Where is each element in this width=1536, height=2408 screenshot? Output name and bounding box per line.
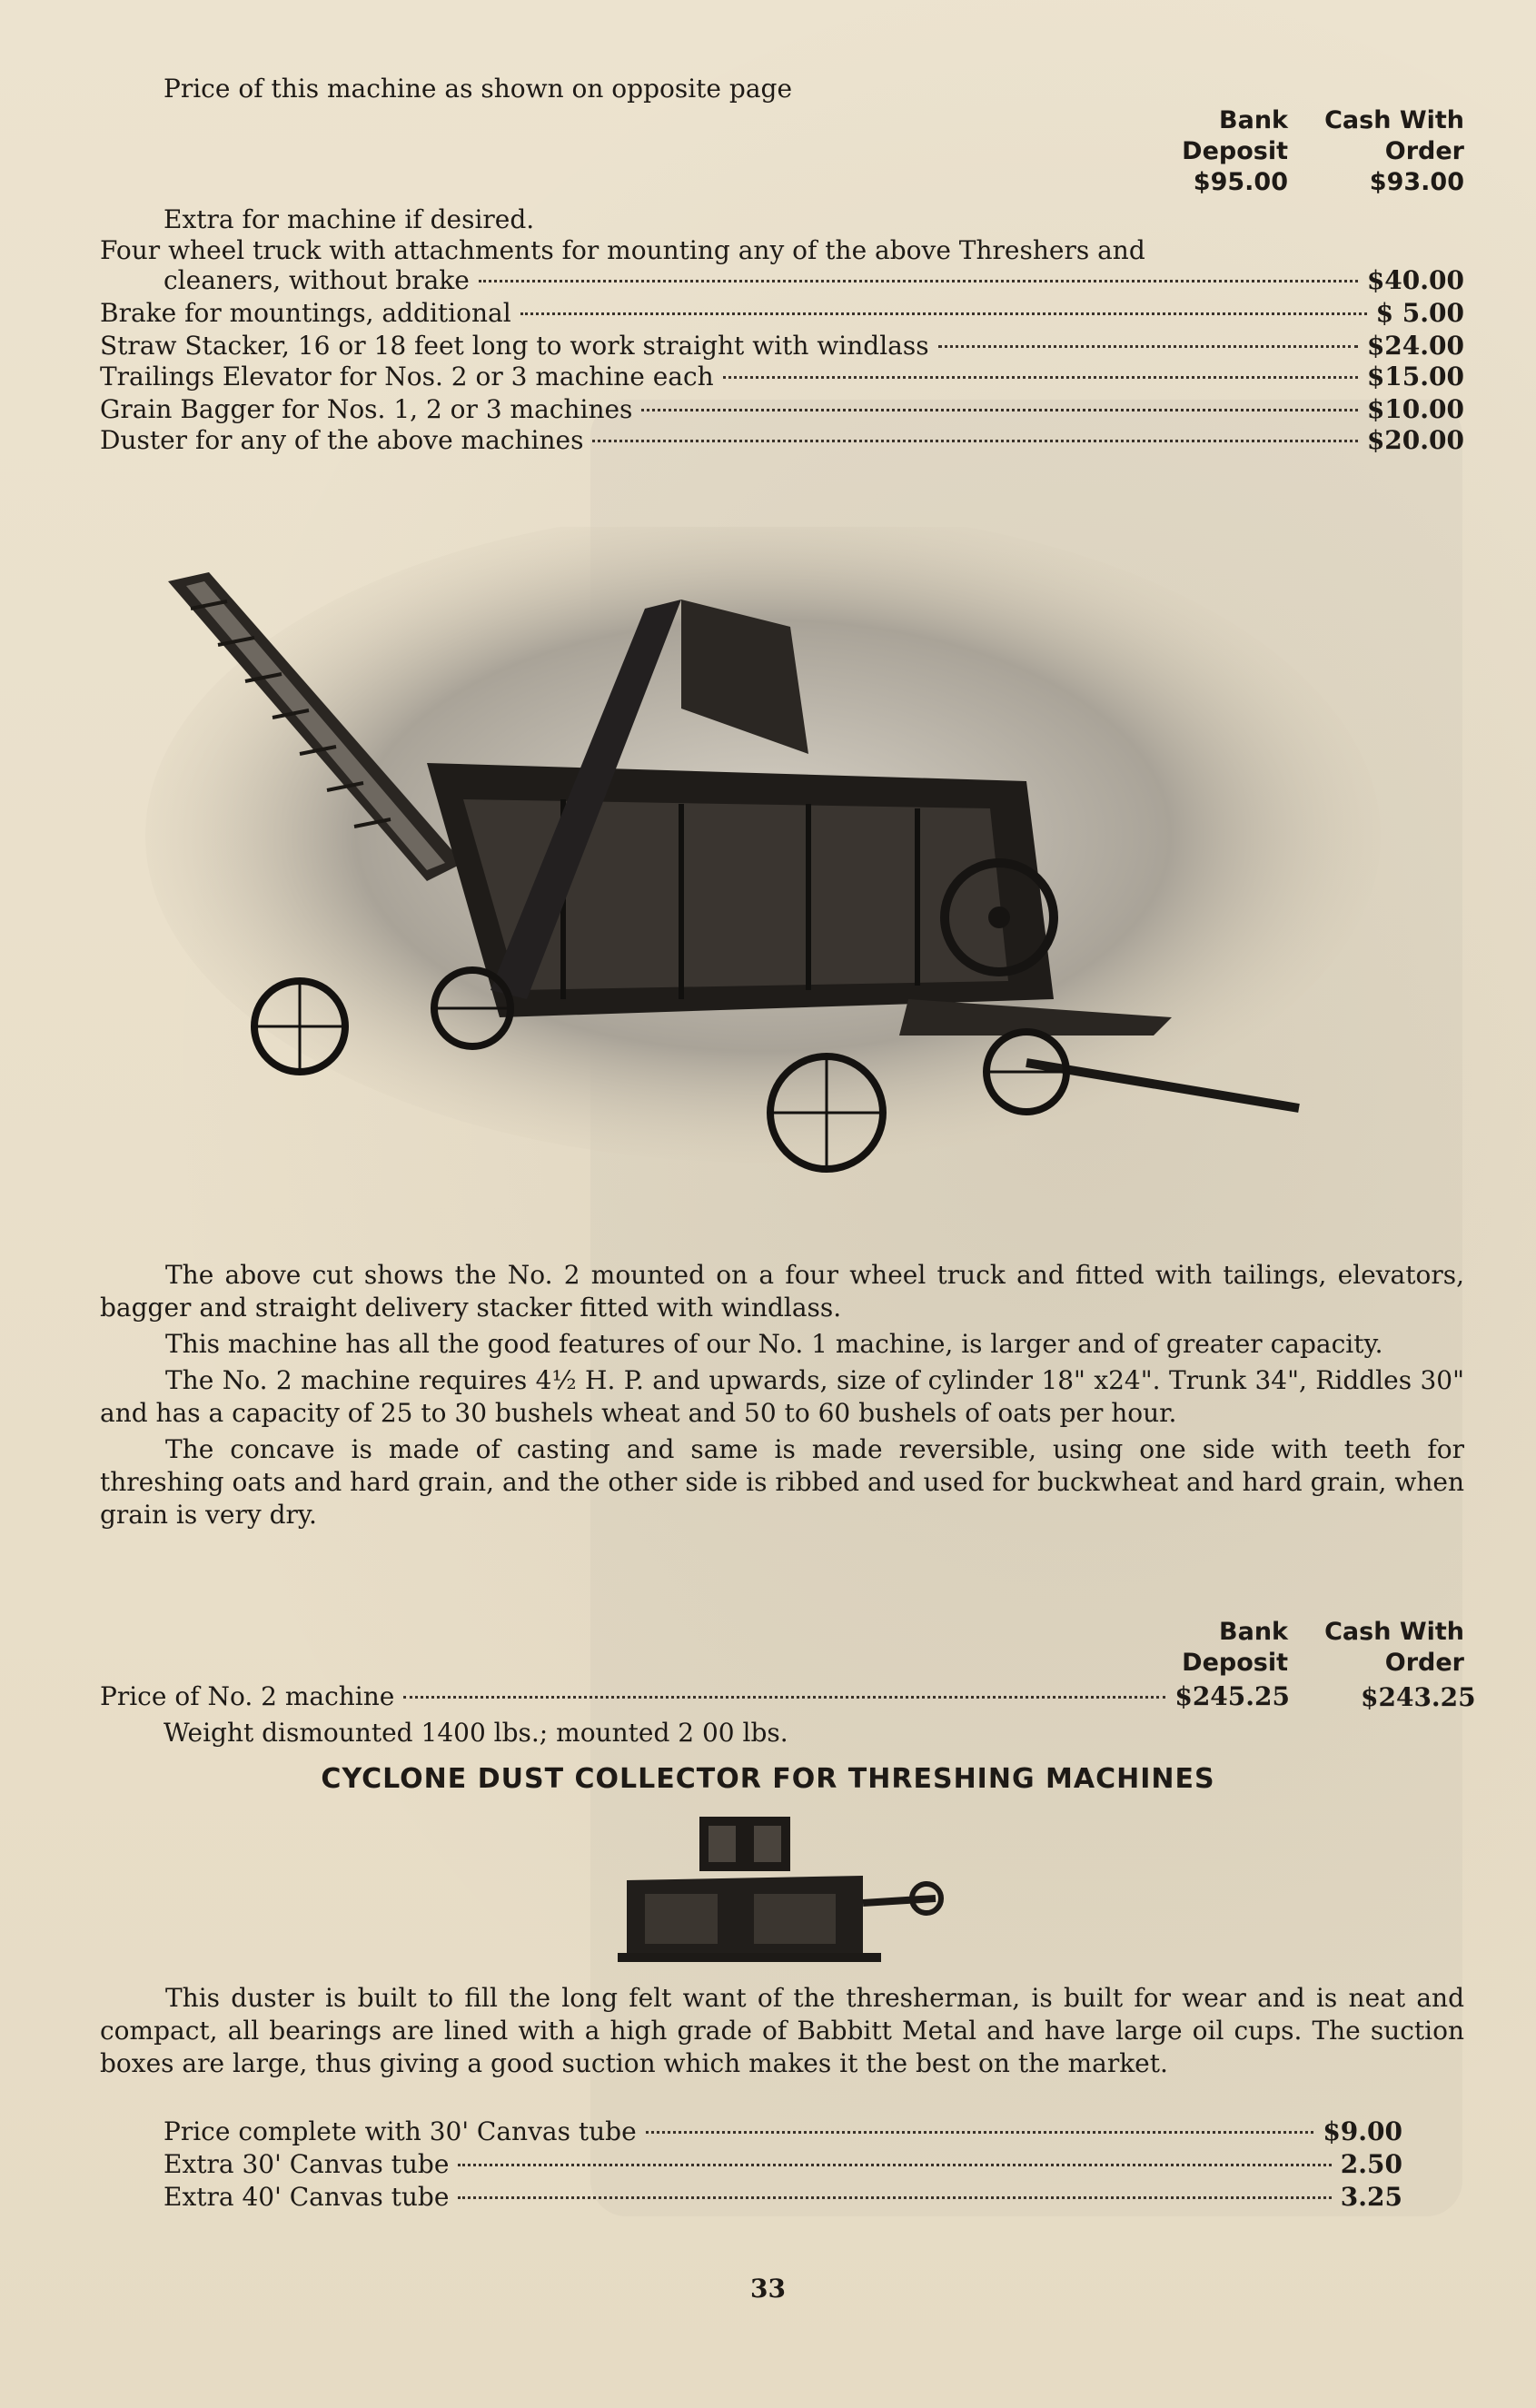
no2-header-deposit-label: Deposit	[1182, 1649, 1288, 1677]
leader-dots	[520, 312, 1367, 315]
leader-dots	[646, 2131, 1314, 2134]
extra-value: $10.00	[1366, 394, 1464, 424]
leader-dots	[458, 2196, 1331, 2199]
extra-value: $40.00	[1366, 265, 1464, 295]
leader-dots	[938, 345, 1358, 348]
no2-weight: Weight dismounted 1400 lbs.; mounted 2 00 lbs.	[164, 1718, 788, 1748]
extra-label: Straw Stacker, 16 or 18 feet long to work straight with windlass	[100, 331, 929, 361]
extra-label: Grain Bagger for Nos. 1, 2 or 3 machines	[100, 394, 633, 424]
extra-label: Trailings Elevator for Nos. 2 or 3 machine each	[100, 362, 714, 391]
header-cash	[1299, 105, 1464, 198]
extra-row	[100, 331, 1464, 363]
dust-price-row	[164, 2149, 1402, 2182]
no2-header-cash	[1299, 1617, 1464, 1679]
dust-price-value: 3.25	[1340, 2182, 1402, 2212]
no2-header-order-label: Order	[1384, 1649, 1464, 1677]
dust-description	[100, 1982, 1464, 2084]
extra-label: cleaners, without brake	[164, 265, 470, 295]
leader-dots	[641, 409, 1357, 411]
description-paragraph: This machine has all the good features of our No. 1 machine, is larger and of greater capacity.	[165, 1329, 1383, 1359]
dust-price-value: 2.50	[1340, 2149, 1402, 2179]
description-paragraph: The above cut shows the No. 2 mounted on a four wheel truck and fitted with tailings, elevators, bagger and straight delivery stacker fitted with windlass.	[100, 1260, 1464, 1323]
dust-price-row	[164, 2182, 1402, 2215]
dust-collector-title: CYCLONE DUST COLLECTOR FOR THRESHING MACHINES	[321, 1763, 1215, 1795]
dust-collector-illustration	[609, 1808, 954, 1971]
extra-value: $ 5.00	[1375, 298, 1464, 328]
header-bank-label: Bank	[1219, 106, 1288, 134]
leader-dots	[592, 440, 1357, 442]
description	[100, 1259, 1464, 1535]
extra-row	[100, 362, 1464, 394]
thresher-illustration	[136, 527, 1390, 1217]
description-paragraph: The No. 2 machine requires 4½ H. P. and upwards, size of cylinder 18" x24". Trunk 34", Riddles 30" and has a capacity of 25 to 30 bushels wheat and 50 to 60 bushels of oats per hour.	[100, 1365, 1464, 1428]
intro-text: Price of this machine as shown on opposite page	[164, 74, 793, 104]
dust-price-row	[164, 2116, 1402, 2149]
header-cash-label: Cash With	[1324, 106, 1464, 134]
extra-label: Duster for any of the above machines	[100, 425, 584, 455]
no2-header-cash-label: Cash With	[1324, 1618, 1464, 1646]
dust-price-label: Price complete with 30' Canvas tube	[164, 2116, 637, 2146]
extra-value: $24.00	[1366, 331, 1464, 361]
no2-header-bank-label: Bank	[1219, 1618, 1288, 1646]
extra-value: $20.00	[1366, 425, 1464, 455]
leader-dots	[479, 280, 1358, 282]
no2-price-label: Price of No. 2 machine	[100, 1681, 395, 1711]
leader-dots	[723, 376, 1358, 379]
no2-price-cash: $243.25	[1361, 1682, 1476, 1712]
no2-price-bank: $245.25	[1174, 1681, 1290, 1711]
header-bank	[1181, 105, 1288, 198]
dust-paragraph: This duster is built to fill the long felt want of the thresherman, is built for wear and is neat and compact, all bearings are lined with a high grade of Babbitt Metal and have large oil cups. The suction boxes are large, thus giving a good suction which makes it the best on the market.	[100, 1983, 1464, 2078]
extra-row	[164, 265, 1464, 298]
extra-label-line1: Four wheel truck with attachments for mounting any of the above Threshers and	[100, 235, 1145, 265]
header-order-label: Order	[1384, 137, 1464, 165]
extra-value: $15.00	[1366, 362, 1464, 391]
dust-price-value: $9.00	[1323, 2116, 1402, 2146]
price-cash-with-order: $93.00	[1369, 168, 1464, 196]
no2-price-row	[100, 1681, 1290, 1714]
dust-price-label: Extra 40' Canvas tube	[164, 2182, 450, 2212]
leader-dots	[458, 2164, 1331, 2166]
description-paragraph: The concave is made of casting and same is made reversible, using one side with teeth for threshing oats and hard grain, and the other side is ribbed and used for buckwheat and hard grain, when grain is very dry.	[100, 1434, 1464, 1530]
leader-dots	[403, 1696, 1165, 1699]
no2-header-bank	[1181, 1617, 1288, 1679]
header-deposit-label: Deposit	[1182, 137, 1288, 165]
extra-row	[100, 394, 1464, 427]
price-bank-deposit: $95.00	[1193, 168, 1288, 196]
dust-price-label: Extra 30' Canvas tube	[164, 2149, 450, 2179]
extra-row	[100, 298, 1464, 331]
extra-heading: Extra for machine if desired.	[164, 204, 535, 234]
extra-label: Brake for mountings, additional	[100, 298, 511, 328]
extra-row	[100, 425, 1464, 458]
page-number: 33	[750, 2274, 786, 2304]
